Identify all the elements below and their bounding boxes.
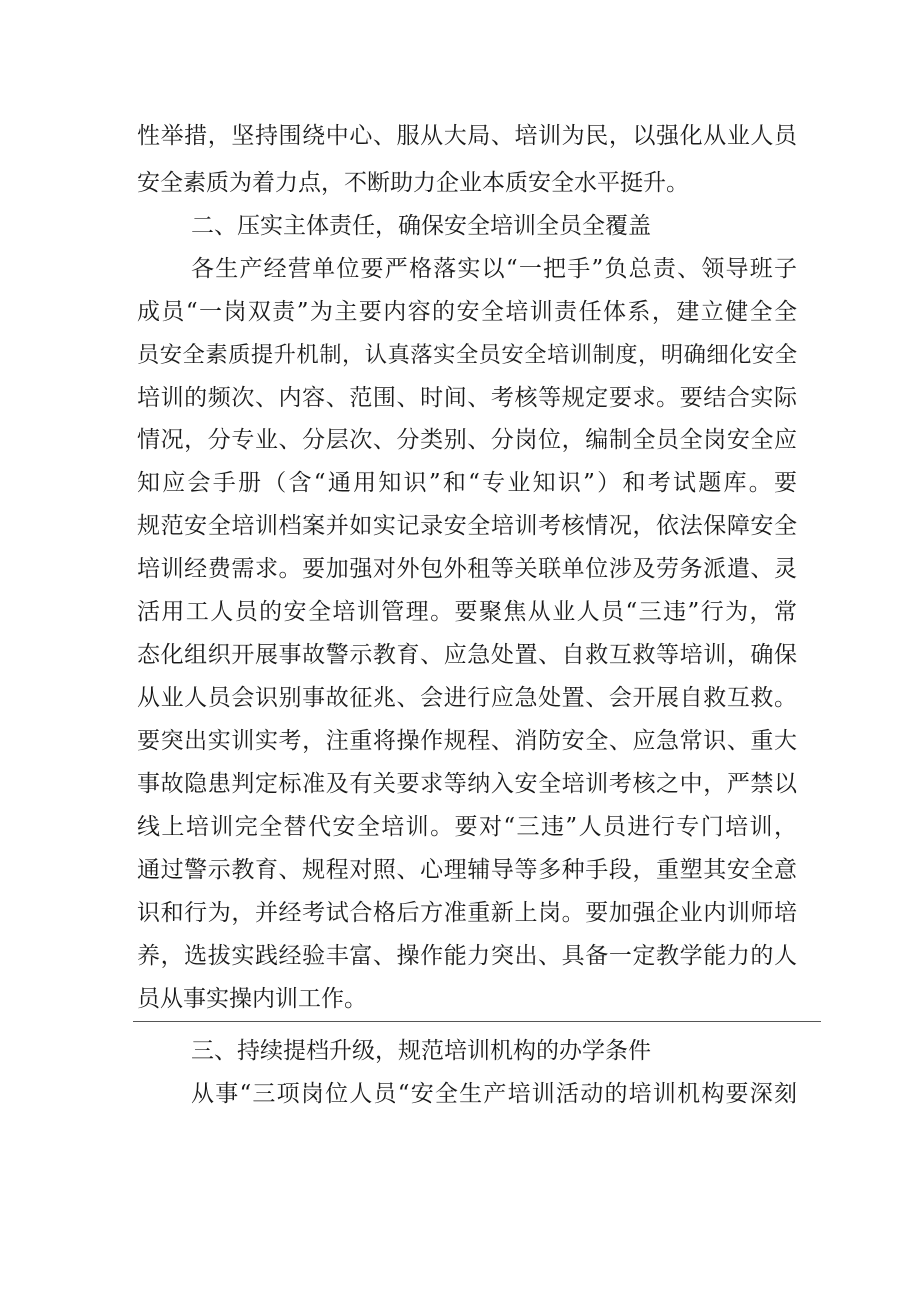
paragraph-line: 活用工人员的安全培训管理。要聚焦从业人员“三违”行为，常 [137, 599, 797, 625]
paragraph-line: 识和行为，并经考试合格后方准重新上岗。要加强企业内训师培 [137, 900, 797, 926]
paragraph-line: 安全素质为着力点，不断助力企业本质安全水平挺升。 [137, 170, 689, 196]
section-heading-2: 二、压实主体责任，确保安全培训全员全覆盖 [191, 213, 651, 239]
paragraph-line: 要突出实训实考，注重将操作规程、消防安全、应急常识、重大 [137, 728, 797, 754]
paragraph-line: 员从事实操内训工作。 [137, 986, 367, 1012]
paragraph-line: 情况，分专业、分层次、分类别、分岗位，编制全员全岗安全应 [137, 427, 797, 453]
paragraph-line: 事故隐患判定标准及有关要求等纳入安全培训考核之中，严禁以 [137, 771, 797, 797]
section-heading-3: 三、持续提档升级，规范培训机构的办学条件 [191, 1038, 651, 1064]
paragraph-line: 各生产经营单位要严格落实以“一把手”负总责、领导班子 [191, 256, 797, 282]
paragraph-line: 通过警示教育、规程对照、心理辅导等多种手段，重塑其安全意 [137, 857, 797, 883]
paragraph-line: 培训的频次、内容、范围、时间、考核等规定要求。要结合实际 [137, 385, 797, 411]
paragraph-line: 从业人员会识别事故征兆、会进行应急处置、会开展自救互救。 [137, 685, 797, 711]
paragraph-line: 成员“一岗双责”为主要内容的安全培训责任体系，建立健全全 [137, 299, 797, 325]
paragraph-line: 规范安全培训档案并如实记录安全培训考核情况，依法保障安全 [137, 513, 797, 539]
paragraph-line: 培训经费需求。要加强对外包外租等关联单位涉及劳务派遣、灵 [137, 556, 797, 582]
paragraph-line: 态化组织开展事故警示教育、应急处置、自救互救等培训，确保 [137, 642, 797, 668]
paragraph-line: 养，选拔实践经验丰富、操作能力突出、具备一定教学能力的人 [137, 943, 797, 969]
paragraph-line: 性举措，坚持围绕中心、服从大局、培训为民，以强化从业人员 [137, 123, 797, 149]
paragraph-line: 知应会手册（含“通用知识”和“专业知识”）和考试题库。要 [137, 470, 797, 496]
paragraph-line: 线上培训完全替代安全培训。要对“三违”人员进行专门培训， [137, 814, 797, 840]
paragraph-line: 从事“三项岗位人员“安全生产培训活动的培训机构要深刻 [191, 1081, 797, 1107]
paragraph-line: 员安全素质提升机制，认真落实全员安全培训制度，明确细化安全 [137, 342, 797, 368]
horizontal-rule [133, 1021, 821, 1022]
